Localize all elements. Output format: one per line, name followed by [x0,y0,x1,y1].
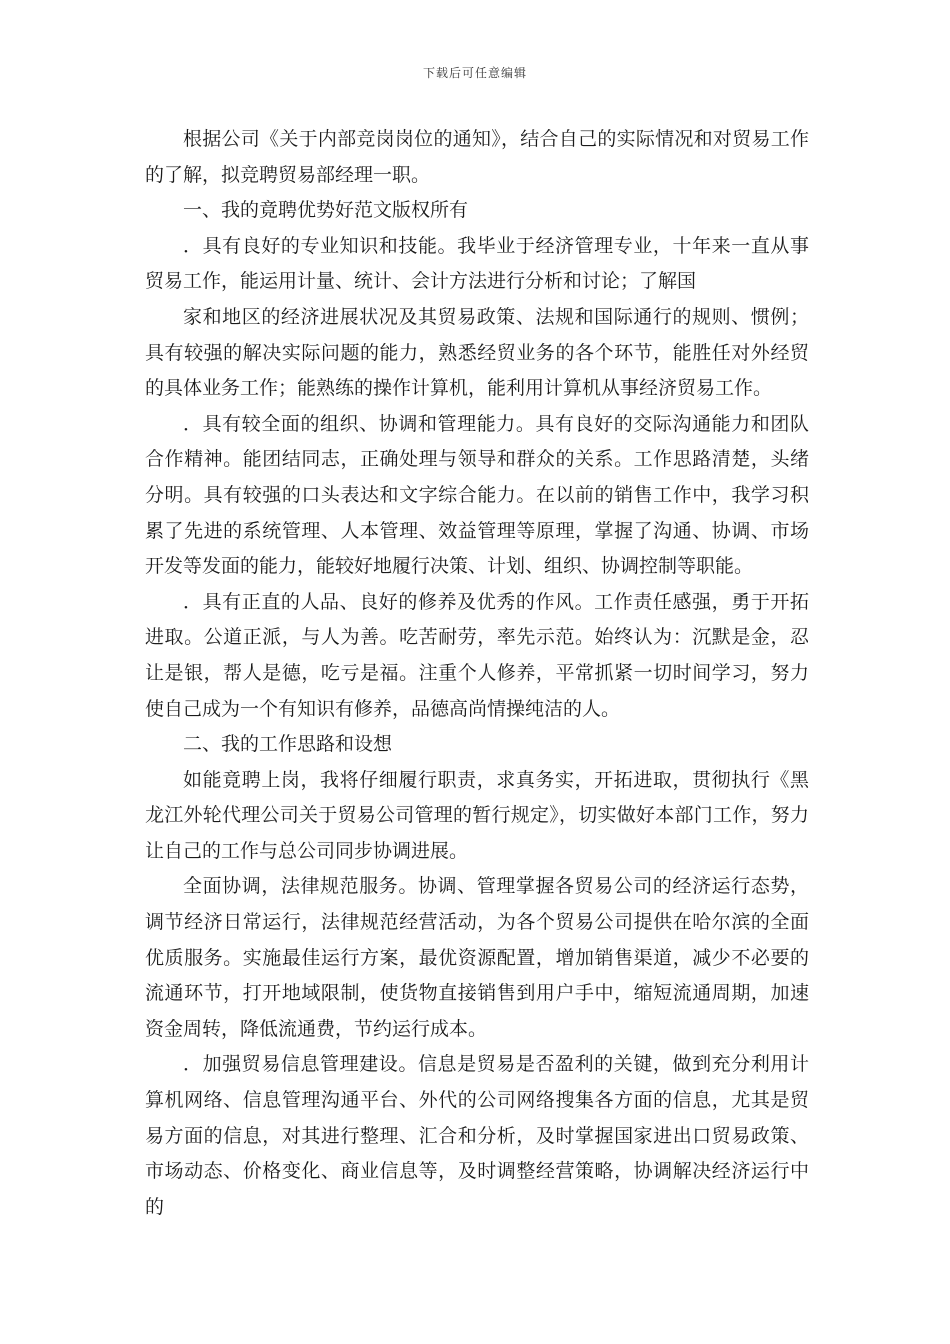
paragraph-advantage-knowledge-continued: 家和地区的经济进展状况及其贸易政策、法规和国际通行的规则、惯例；具有较强的解决实际问题的能力，熟悉经贸业务的各个环节，能胜任对外经贸的具体业务工作；能熟练的操作计算机，能利用计算机从事经济贸易工作。 [145,305,809,400]
paragraph-plan-intro: 如能竟聘上岗，我将仔细履行职责，求真务实，开拓进取，贯彻执行《黑龙江外轮代理公司关于贸易公司管理的暂行规定》，切实做好本部门工作，努力让自己的工作与总公司同步协调进展。 [145,768,809,862]
paragraph-advantage-knowledge: ．具有良好的专业知识和技能。我毕业于经济管理专业，十年来一直从事贸易工作，能运用计量、统计、会计方法进行分析和讨论；了解国 [145,234,809,293]
paragraph-advantage-character: ．具有正直的人品、良好的修养及优秀的作风。工作责任感强，勇于开拓进取。公道正派，与人为善。吃苦耐劳，率先示范。始终认为：沉默是金，忍让是银，帮人是德，吃亏是福。注重个人修养，平常抓紧一切时间学习，努力使自己成为一个有知识有修养，品德高尚情操纯洁的人。 [145,590,809,720]
paragraph-advantage-management: ．具有较全面的组织、协调和管理能力。具有良好的交际沟通能力和团队合作精神。能团结同志，正确处理与领导和群众的关系。工作思路清楚，头绪分明。具有较强的口头表达和文字综合能力。在以前的销售工作中，我学习积累了先进的系统管理、人本管理、效益管理等原理，掌握了沟通、协调、市场开发等发面的能力，能较好地履行决策、计划、组织、协调控制等职能。 [145,412,809,578]
page-header: 下载后可任意编辑 [422,66,527,80]
section-heading-plans: 二、我的工作思路和设想 [183,733,393,756]
paragraph-plan-coordination: 全面协调，法律规范服务。协调、管理掌握各贸易公司的经济运行态势，调节经济日常运行，法律规范经营活动，为各个贸易公司提供在哈尔滨的全面优质服务。实施最佳运行方案，最优资源配置，增加销售渠道，减少不必要的流通环节，打开地域限制，使货物直接销售到用户手中，缩短流通周期，加速资金周转，降低流通费，节约运行成本。 [145,875,809,1040]
section-heading-advantages: 一、我的竟聘优势好范文版权所有 [183,199,469,222]
paragraph-intro: 根据公司《关于内部竞岗岗位的通知》，结合自己的实际情况和对贸易工作的了解，拟竞聘贸易部经理一职。 [145,128,809,186]
paragraph-plan-information: ．加强贸易信息管理建设。信息是贸易是否盈利的关键，做到充分利用计算机网络、信息管理沟通平台、外代的公司网络搜集各方面的信息，尤其是贸易方面的信息，对其进行整理、汇合和分析，及时掌握国家进出口贸易政策、市场动态、价格变化、商业信息等，及时调整经营策略，协调解决经济运行中的 [145,1053,809,1218]
document-body [145,122,809,1225]
